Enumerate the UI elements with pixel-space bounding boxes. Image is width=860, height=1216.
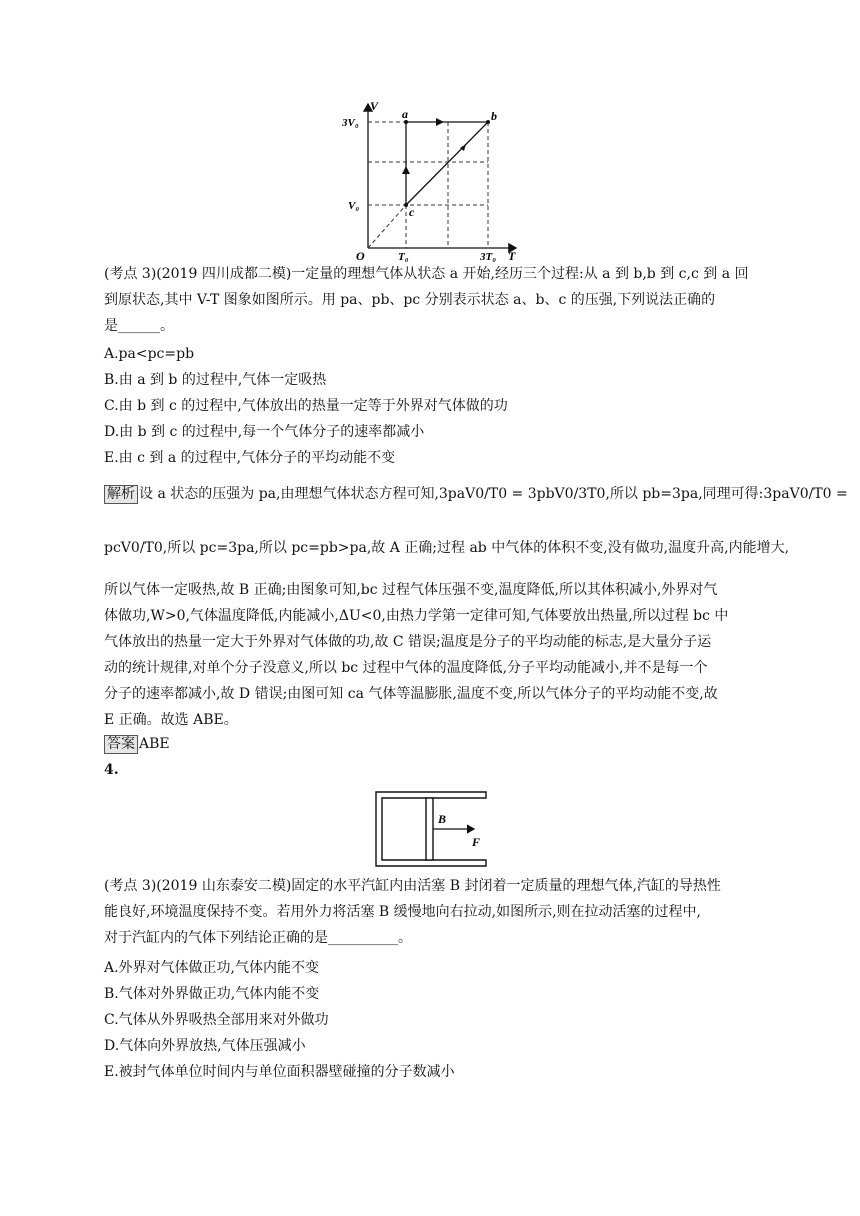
y-tick-v0: V₀ (348, 200, 360, 212)
v-axis-label: V (370, 99, 379, 113)
point-a-label: a (402, 107, 408, 121)
q4-option-d: D.气体向外界放热,气体压强减小 (104, 1038, 306, 1054)
q3-analysis-line-6: 动的统计规律,对单个分子没意义,所以 bc 过程中气体的温度降低,分子平均动能减小,并不是每一个 (104, 660, 708, 676)
q3-stem-line-2: 到原状态,其中 V-T 图象如图所示。用 pa、pb、pc 分别表示状态 a、b、c 的压强,下列说法正确的 (104, 292, 716, 308)
q3-option-b: B.由 a 到 b 的过程中,气体一定吸热 (104, 372, 327, 388)
q3-analysis-line-1 (104, 484, 848, 504)
q3-stem-line-1: (考点 3)(2019 四川成都二模)一定量的理想气体从状态 a 开始,经历三个过程:从 a 到 b,b 到 c,c 到 a 回 (104, 266, 749, 282)
q4-stem-line-3: 对于汽缸内的气体下列结论正确的是__________。 (104, 930, 412, 946)
q3-analysis-line-7: 分子的速率都减小,故 D 错误;由图可知 ca 气体等温膨胀,温度不变,所以气体分子的平均动能不变,故 (104, 686, 718, 702)
q4-stem-line-2: 能良好,环境温度保持不变。若用外力将活塞 B 缓慢地向右拉动,如图所示,则在拉动活塞的过程中, (104, 904, 701, 920)
q3-analysis-line-3: 所以气体一定吸热,故 B 正确;由图象可知,bc 过程气体压强不变,温度降低,所以其体积减小,外界对气 (104, 582, 718, 598)
x-tick-t0: T₀ (398, 251, 409, 263)
q3-answer-line (104, 734, 170, 754)
piston-label: B (438, 812, 447, 826)
q3-option-a: A.pa<pc=pb (104, 346, 195, 362)
q4-number: 4. (104, 762, 119, 778)
vt-graph (330, 96, 530, 266)
q3-option-e: E.由 c 到 a 的过程中,气体分子的平均动能不变 (104, 450, 396, 466)
point-c-label: c (409, 205, 415, 219)
analysis-tag: 解析 (104, 485, 138, 504)
q4-option-b: B.气体对外界做正功,气体内能不变 (104, 986, 320, 1002)
q3-analysis-line-4: 体做功,W>0,气体温度降低,内能减小,ΔU<0,由热力学第一定律可知,气体要放出热量,所以过程 bc 中 (104, 608, 729, 624)
y-tick-3v0: 3V₀ (342, 117, 359, 129)
x-tick-3t0: 3T₀ (480, 251, 497, 263)
origin-label: O (356, 249, 365, 263)
q3-stem-line-3: 是______。 (104, 318, 174, 334)
cylinder-diagram (372, 788, 490, 870)
point-b-label: b (491, 109, 497, 123)
q4-option-c: C.气体从外界吸热全部用来对外做功 (104, 1012, 329, 1028)
q3-analysis-line-8: E 正确。故选 ABE。 (104, 712, 238, 728)
process-bc (406, 122, 488, 205)
arrow-ab (436, 118, 444, 126)
piston (426, 798, 433, 860)
analysis-text-1: 设 a 状态的压强为 pa,由理想气体状态方程可知,3paV0/T0 = 3pbV0/3T0,所以 pb=3pa,同理可得:3paV0/T0 = (139, 486, 848, 502)
arrow-ca (402, 166, 410, 174)
q4-option-a: A.外界对气体做正功,气体内能不变 (104, 960, 320, 976)
q4-option-e: E.被封气体单位时间内与单位面积器壁碰撞的分子数减小 (104, 1064, 455, 1080)
q3-analysis-line-2: pcV0/T0,所以 pc=3pa,所以 pc=pb>pa,故 A 正确;过程 ab 中气体的体积不变,没有做功,温度升高,内能增大, (104, 540, 790, 556)
q4-stem-line-1: (考点 3)(2019 山东泰安二模)固定的水平汽缸内由活塞 B 封闭着一定质量的理想气体,汽缸的导热性 (104, 878, 721, 894)
answer-tag: 答案 (104, 735, 138, 754)
answer-text: ABE (139, 736, 170, 752)
q3-option-c: C.由 b 到 c 的过程中,气体放出的热量一定等于外界对气体做的功 (104, 398, 508, 414)
force-label: F (472, 835, 481, 849)
q3-option-d: D.由 b 到 c 的过程中,每一个气体分子的速率都减小 (104, 424, 425, 440)
q3-analysis-line-5: 气体放出的热量一定大于外界对气体做的功,故 C 错误;温度是分子的平均动能的标志,是大量分子运 (104, 634, 712, 650)
t-axis-label: T (508, 249, 516, 263)
